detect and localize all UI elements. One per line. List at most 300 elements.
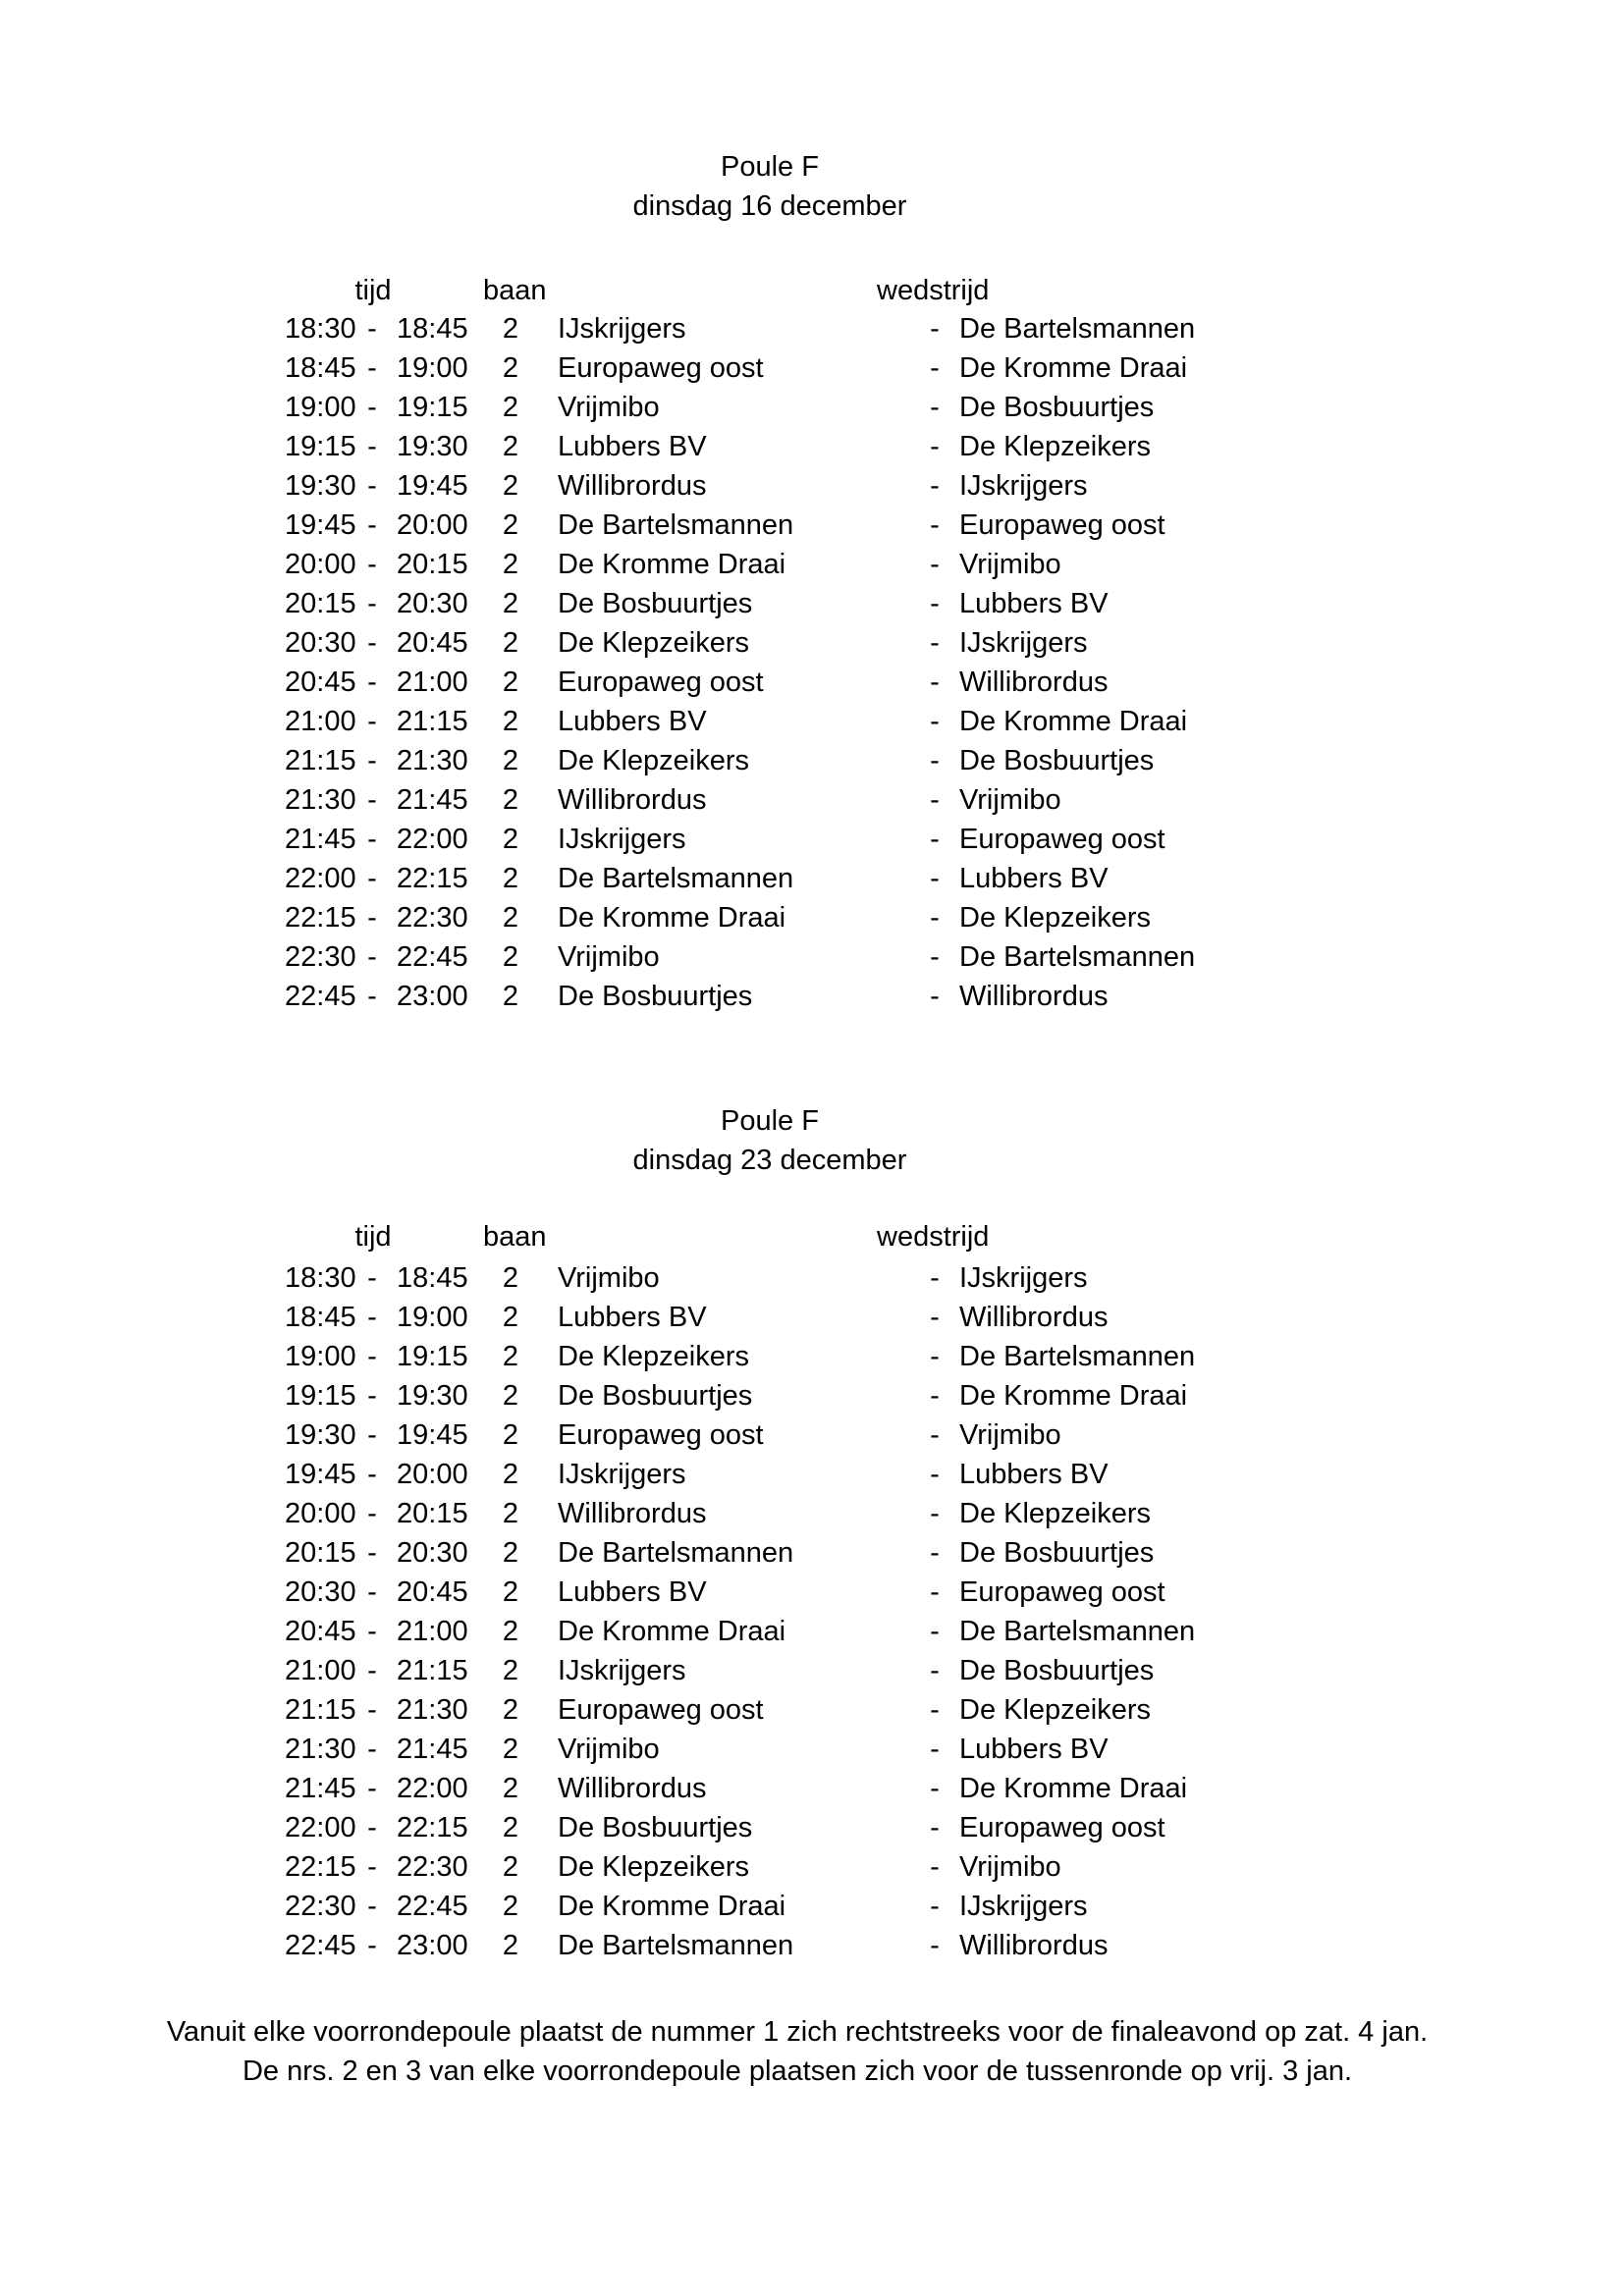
home-team: Lubbers BV	[558, 431, 707, 462]
lane-number: 2	[502, 784, 519, 816]
home-team: Willibrordus	[558, 1498, 707, 1529]
schedule-row	[0, 977, 1624, 1016]
time-separator-dash: -	[367, 431, 377, 462]
time-start: 20:30	[285, 627, 356, 659]
home-team: De Bosbuurtjes	[558, 981, 753, 1012]
time-end: 21:30	[397, 1694, 468, 1726]
schedule-row	[0, 1769, 1624, 1808]
time-start: 21:45	[285, 824, 356, 855]
time-separator-dash: -	[367, 509, 377, 541]
away-team: De Bosbuurtjes	[959, 1537, 1155, 1569]
home-team: Vrijmibo	[558, 1262, 660, 1294]
away-team: Europaweg oost	[959, 824, 1165, 855]
home-team: De Kromme Draai	[558, 1891, 786, 1922]
schedule-row	[0, 348, 1624, 388]
schedule-row	[0, 1455, 1624, 1494]
away-team: Willibrordus	[959, 1930, 1109, 1961]
away-team: De Bosbuurtjes	[959, 1655, 1155, 1686]
time-start: 22:00	[285, 863, 356, 894]
away-team: IJskrijgers	[959, 1262, 1088, 1294]
home-team: De Klepzeikers	[558, 1341, 750, 1372]
time-end: 21:45	[397, 784, 468, 816]
lane-number: 2	[502, 1576, 519, 1608]
footer-note	[0, 2012, 1595, 2091]
home-team: Europaweg oost	[558, 352, 764, 384]
time-end: 19:00	[397, 352, 468, 384]
away-team: Vrijmibo	[959, 1419, 1061, 1451]
section-title-block	[0, 1101, 1540, 1180]
home-team: IJskrijgers	[558, 824, 686, 855]
time-separator-dash: -	[367, 784, 377, 816]
home-team: Willibrordus	[558, 470, 707, 502]
away-team: De Bartelsmannen	[959, 1341, 1196, 1372]
schedule-row	[0, 388, 1624, 427]
away-team: Europaweg oost	[959, 1812, 1165, 1843]
home-team: De Kromme Draai	[558, 549, 786, 580]
lane-number: 2	[502, 745, 519, 776]
match-separator-dash: -	[930, 1655, 940, 1686]
time-start: 20:00	[285, 1498, 356, 1529]
lane-number: 2	[502, 431, 519, 462]
match-separator-dash: -	[930, 1616, 940, 1647]
time-separator-dash: -	[367, 549, 377, 580]
home-team: De Klepzeikers	[558, 627, 750, 659]
time-end: 20:45	[397, 1576, 468, 1608]
schedule-row	[0, 1926, 1624, 1965]
time-separator-dash: -	[367, 627, 377, 659]
time-separator-dash: -	[367, 1891, 377, 1922]
time-start: 19:45	[285, 1459, 356, 1490]
match-separator-dash: -	[930, 667, 940, 698]
home-team: IJskrijgers	[558, 313, 686, 345]
time-end: 22:00	[397, 824, 468, 855]
time-end: 20:15	[397, 1498, 468, 1529]
time-end: 19:45	[397, 1419, 468, 1451]
schedule-row	[0, 1298, 1624, 1337]
away-team: Europaweg oost	[959, 1576, 1165, 1608]
lane-number: 2	[502, 392, 519, 423]
match-separator-dash: -	[930, 1262, 940, 1294]
match-separator-dash: -	[930, 1576, 940, 1608]
match-separator-dash: -	[930, 1380, 940, 1412]
time-separator-dash: -	[367, 941, 377, 973]
time-start: 21:30	[285, 1734, 356, 1765]
time-separator-dash: -	[367, 706, 377, 737]
schedule-row	[0, 1808, 1624, 1847]
home-team: De Klepzeikers	[558, 1851, 750, 1883]
time-separator-dash: -	[367, 745, 377, 776]
home-team: De Bosbuurtjes	[558, 1380, 753, 1412]
schedule-row	[0, 820, 1624, 859]
schedule-row	[0, 1494, 1624, 1533]
match-separator-dash: -	[930, 1851, 940, 1883]
lane-number: 2	[502, 902, 519, 934]
time-end: 21:00	[397, 1616, 468, 1647]
away-team: Lubbers BV	[959, 863, 1109, 894]
time-end: 23:00	[397, 1930, 468, 1961]
schedule-row	[0, 1533, 1624, 1573]
match-separator-dash: -	[930, 1891, 940, 1922]
footer-line-2: De nrs. 2 en 3 van elke voorrondepoule plaatsen zich voor de tussenronde op vrij. 3 jan.	[242, 2056, 1353, 2087]
schedule-row	[0, 898, 1624, 937]
match-separator-dash: -	[930, 1773, 940, 1804]
home-team: Willibrordus	[558, 1773, 707, 1804]
time-separator-dash: -	[367, 588, 377, 619]
time-end: 19:45	[397, 470, 468, 502]
time-separator-dash: -	[367, 1576, 377, 1608]
time-end: 19:30	[397, 431, 468, 462]
time-start: 22:00	[285, 1812, 356, 1843]
lane-number: 2	[502, 509, 519, 541]
schedule-row	[0, 663, 1624, 702]
home-team: De Bosbuurtjes	[558, 1812, 753, 1843]
lane-number: 2	[502, 1537, 519, 1569]
home-team: Vrijmibo	[558, 392, 660, 423]
match-separator-dash: -	[930, 941, 940, 973]
time-end: 20:45	[397, 627, 468, 659]
schedule-row	[0, 1337, 1624, 1376]
time-separator-dash: -	[367, 1459, 377, 1490]
match-separator-dash: -	[930, 784, 940, 816]
schedule-rows	[0, 1258, 1624, 1965]
lane-number: 2	[502, 1734, 519, 1765]
time-end: 19:15	[397, 1341, 468, 1372]
time-separator-dash: -	[367, 863, 377, 894]
match-separator-dash: -	[930, 1734, 940, 1765]
time-separator-dash: -	[367, 1734, 377, 1765]
schedule-row	[0, 466, 1624, 506]
poule-date: dinsdag 16 december	[632, 190, 907, 222]
match-separator-dash: -	[930, 313, 940, 345]
time-separator-dash: -	[367, 1262, 377, 1294]
time-start: 19:45	[285, 509, 356, 541]
match-separator-dash: -	[930, 627, 940, 659]
time-start: 21:45	[285, 1773, 356, 1804]
time-end: 22:30	[397, 902, 468, 934]
lane-number: 2	[502, 1812, 519, 1843]
match-separator-dash: -	[930, 549, 940, 580]
time-start: 21:00	[285, 706, 356, 737]
column-header-baan: baan	[483, 1221, 547, 1253]
time-separator-dash: -	[367, 902, 377, 934]
match-separator-dash: -	[930, 745, 940, 776]
table-header-row	[0, 272, 1624, 309]
time-separator-dash: -	[367, 392, 377, 423]
lane-number: 2	[502, 1498, 519, 1529]
lane-number: 2	[502, 352, 519, 384]
schedule-row	[0, 309, 1624, 348]
time-separator-dash: -	[367, 667, 377, 698]
time-start: 19:30	[285, 470, 356, 502]
time-start: 20:00	[285, 549, 356, 580]
match-separator-dash: -	[930, 431, 940, 462]
footer-line-1: Vanuit elke voorrondepoule plaatst de nummer 1 zich rechtstreeks voor de finaleavond op zat. 4 jan.	[166, 2016, 1429, 2048]
match-separator-dash: -	[930, 981, 940, 1012]
home-team: De Bartelsmannen	[558, 1930, 794, 1961]
home-team: Europaweg oost	[558, 1694, 764, 1726]
poule-date: dinsdag 23 december	[632, 1145, 907, 1176]
time-start: 19:15	[285, 1380, 356, 1412]
time-start: 18:45	[285, 352, 356, 384]
time-separator-dash: -	[367, 1498, 377, 1529]
time-separator-dash: -	[367, 1419, 377, 1451]
schedule-row	[0, 1690, 1624, 1730]
away-team: De Kromme Draai	[959, 352, 1188, 384]
time-end: 22:45	[397, 1891, 468, 1922]
time-separator-dash: -	[367, 1773, 377, 1804]
lane-number: 2	[502, 627, 519, 659]
home-team: Europaweg oost	[558, 667, 764, 698]
table-header-row	[0, 1218, 1624, 1255]
time-start: 20:15	[285, 1537, 356, 1569]
away-team: Lubbers BV	[959, 1459, 1109, 1490]
lane-number: 2	[502, 824, 519, 855]
time-end: 18:45	[397, 1262, 468, 1294]
time-start: 20:45	[285, 1616, 356, 1647]
match-separator-dash: -	[930, 1341, 940, 1372]
time-end: 22:45	[397, 941, 468, 973]
schedule-row	[0, 506, 1624, 545]
lane-number: 2	[502, 1341, 519, 1372]
schedule-row	[0, 584, 1624, 623]
time-end: 22:15	[397, 1812, 468, 1843]
time-end: 23:00	[397, 981, 468, 1012]
time-start: 19:00	[285, 392, 356, 423]
home-team: IJskrijgers	[558, 1655, 686, 1686]
time-start: 22:45	[285, 981, 356, 1012]
time-start: 19:30	[285, 1419, 356, 1451]
time-end: 19:15	[397, 392, 468, 423]
away-team: De Kromme Draai	[959, 1380, 1188, 1412]
time-end: 20:00	[397, 509, 468, 541]
time-start: 22:15	[285, 1851, 356, 1883]
time-start: 21:30	[285, 784, 356, 816]
time-start: 21:00	[285, 1655, 356, 1686]
match-separator-dash: -	[930, 509, 940, 541]
lane-number: 2	[502, 1262, 519, 1294]
schedule-row	[0, 427, 1624, 466]
home-team: Vrijmibo	[558, 1734, 660, 1765]
schedule-row	[0, 702, 1624, 741]
lane-number: 2	[502, 1380, 519, 1412]
schedule-row	[0, 1415, 1624, 1455]
schedule-row	[0, 741, 1624, 780]
time-separator-dash: -	[367, 1616, 377, 1647]
time-start: 18:45	[285, 1302, 356, 1333]
schedule-row	[0, 1573, 1624, 1612]
poule-title: Poule F	[721, 1105, 819, 1137]
away-team: De Bartelsmannen	[959, 1616, 1196, 1647]
match-separator-dash: -	[930, 863, 940, 894]
away-team: De Bartelsmannen	[959, 941, 1196, 973]
time-separator-dash: -	[367, 1655, 377, 1686]
match-separator-dash: -	[930, 902, 940, 934]
away-team: De Kromme Draai	[959, 1773, 1188, 1804]
lane-number: 2	[502, 1930, 519, 1961]
match-separator-dash: -	[930, 1694, 940, 1726]
time-separator-dash: -	[367, 981, 377, 1012]
time-end: 21:45	[397, 1734, 468, 1765]
column-header-tijd: tijd	[354, 1221, 392, 1253]
schedule-row	[0, 1612, 1624, 1651]
lane-number: 2	[502, 1851, 519, 1883]
match-separator-dash: -	[930, 1459, 940, 1490]
away-team: De Klepzeikers	[959, 431, 1152, 462]
lane-number: 2	[502, 470, 519, 502]
home-team: Europaweg oost	[558, 1419, 764, 1451]
match-separator-dash: -	[930, 824, 940, 855]
time-separator-dash: -	[367, 1537, 377, 1569]
time-start: 18:30	[285, 1262, 356, 1294]
time-start: 19:00	[285, 1341, 356, 1372]
time-end: 22:15	[397, 863, 468, 894]
time-separator-dash: -	[367, 1812, 377, 1843]
time-start: 22:30	[285, 941, 356, 973]
time-end: 22:30	[397, 1851, 468, 1883]
home-team: Willibrordus	[558, 784, 707, 816]
match-separator-dash: -	[930, 706, 940, 737]
column-header-wedstrijd: wedstrijd	[877, 1221, 990, 1253]
time-start: 22:30	[285, 1891, 356, 1922]
time-end: 19:00	[397, 1302, 468, 1333]
home-team: Lubbers BV	[558, 1302, 707, 1333]
time-start: 22:45	[285, 1930, 356, 1961]
time-separator-dash: -	[367, 1341, 377, 1372]
schedule-row	[0, 623, 1624, 663]
time-separator-dash: -	[367, 470, 377, 502]
lane-number: 2	[502, 706, 519, 737]
time-end: 21:15	[397, 1655, 468, 1686]
match-separator-dash: -	[930, 352, 940, 384]
time-separator-dash: -	[367, 1930, 377, 1961]
away-team: IJskrijgers	[959, 627, 1088, 659]
time-end: 21:00	[397, 667, 468, 698]
home-team: Lubbers BV	[558, 706, 707, 737]
time-end: 20:30	[397, 1537, 468, 1569]
schedule-row	[0, 780, 1624, 820]
time-start: 21:15	[285, 1694, 356, 1726]
time-end: 22:00	[397, 1773, 468, 1804]
schedule-rows	[0, 309, 1624, 1016]
lane-number: 2	[502, 1694, 519, 1726]
away-team: Willibrordus	[959, 1302, 1109, 1333]
time-separator-dash: -	[367, 1380, 377, 1412]
match-separator-dash: -	[930, 1812, 940, 1843]
home-team: De Bosbuurtjes	[558, 588, 753, 619]
column-header-baan: baan	[483, 275, 547, 306]
match-separator-dash: -	[930, 1302, 940, 1333]
time-separator-dash: -	[367, 1851, 377, 1883]
match-separator-dash: -	[930, 1419, 940, 1451]
away-team: Vrijmibo	[959, 1851, 1061, 1883]
home-team: De Kromme Draai	[558, 902, 786, 934]
time-end: 20:30	[397, 588, 468, 619]
away-team: Willibrordus	[959, 667, 1109, 698]
lane-number: 2	[502, 941, 519, 973]
lane-number: 2	[502, 667, 519, 698]
schedule-row	[0, 937, 1624, 977]
lane-number: 2	[502, 863, 519, 894]
home-team: Vrijmibo	[558, 941, 660, 973]
away-team: Vrijmibo	[959, 549, 1061, 580]
lane-number: 2	[502, 1302, 519, 1333]
lane-number: 2	[502, 1773, 519, 1804]
match-separator-dash: -	[930, 1498, 940, 1529]
schedule-row	[0, 859, 1624, 898]
schedule-row	[0, 1376, 1624, 1415]
schedule-row	[0, 545, 1624, 584]
time-start: 20:30	[285, 1576, 356, 1608]
lane-number: 2	[502, 1459, 519, 1490]
poule-title: Poule F	[721, 151, 819, 183]
schedule-row	[0, 1847, 1624, 1887]
time-end: 18:45	[397, 313, 468, 345]
column-header-tijd: tijd	[354, 275, 392, 306]
time-start: 19:15	[285, 431, 356, 462]
away-team: De Klepzeikers	[959, 902, 1152, 934]
lane-number: 2	[502, 981, 519, 1012]
match-separator-dash: -	[930, 392, 940, 423]
away-team: IJskrijgers	[959, 1891, 1088, 1922]
home-team: De Bartelsmannen	[558, 863, 794, 894]
home-team: De Klepzeikers	[558, 745, 750, 776]
away-team: Europaweg oost	[959, 509, 1165, 541]
lane-number: 2	[502, 313, 519, 345]
schedule-row	[0, 1887, 1624, 1926]
time-end: 21:15	[397, 706, 468, 737]
lane-number: 2	[502, 1655, 519, 1686]
away-team: De Bartelsmannen	[959, 313, 1196, 345]
away-team: De Bosbuurtjes	[959, 392, 1155, 423]
lane-number: 2	[502, 588, 519, 619]
schedule-row	[0, 1651, 1624, 1690]
match-separator-dash: -	[930, 1930, 940, 1961]
time-end: 19:30	[397, 1380, 468, 1412]
schedule-row	[0, 1730, 1624, 1769]
time-separator-dash: -	[367, 1302, 377, 1333]
home-team: De Bartelsmannen	[558, 1537, 794, 1569]
away-team: Lubbers BV	[959, 1734, 1109, 1765]
section-title-block	[0, 147, 1540, 226]
time-separator-dash: -	[367, 1694, 377, 1726]
column-header-wedstrijd: wedstrijd	[877, 275, 990, 306]
away-team: IJskrijgers	[959, 470, 1088, 502]
time-start: 20:45	[285, 667, 356, 698]
away-team: Willibrordus	[959, 981, 1109, 1012]
match-separator-dash: -	[930, 1537, 940, 1569]
home-team: De Bartelsmannen	[558, 509, 794, 541]
match-separator-dash: -	[930, 588, 940, 619]
time-start: 22:15	[285, 902, 356, 934]
lane-number: 2	[502, 1616, 519, 1647]
lane-number: 2	[502, 1419, 519, 1451]
time-start: 18:30	[285, 313, 356, 345]
time-end: 20:15	[397, 549, 468, 580]
time-separator-dash: -	[367, 824, 377, 855]
time-start: 21:15	[285, 745, 356, 776]
away-team: De Bosbuurtjes	[959, 745, 1155, 776]
time-separator-dash: -	[367, 352, 377, 384]
away-team: De Klepzeikers	[959, 1498, 1152, 1529]
schedule-row	[0, 1258, 1624, 1298]
time-end: 21:30	[397, 745, 468, 776]
lane-number: 2	[502, 1891, 519, 1922]
match-separator-dash: -	[930, 470, 940, 502]
lane-number: 2	[502, 549, 519, 580]
away-team: Vrijmibo	[959, 784, 1061, 816]
away-team: De Kromme Draai	[959, 706, 1188, 737]
away-team: De Klepzeikers	[959, 1694, 1152, 1726]
